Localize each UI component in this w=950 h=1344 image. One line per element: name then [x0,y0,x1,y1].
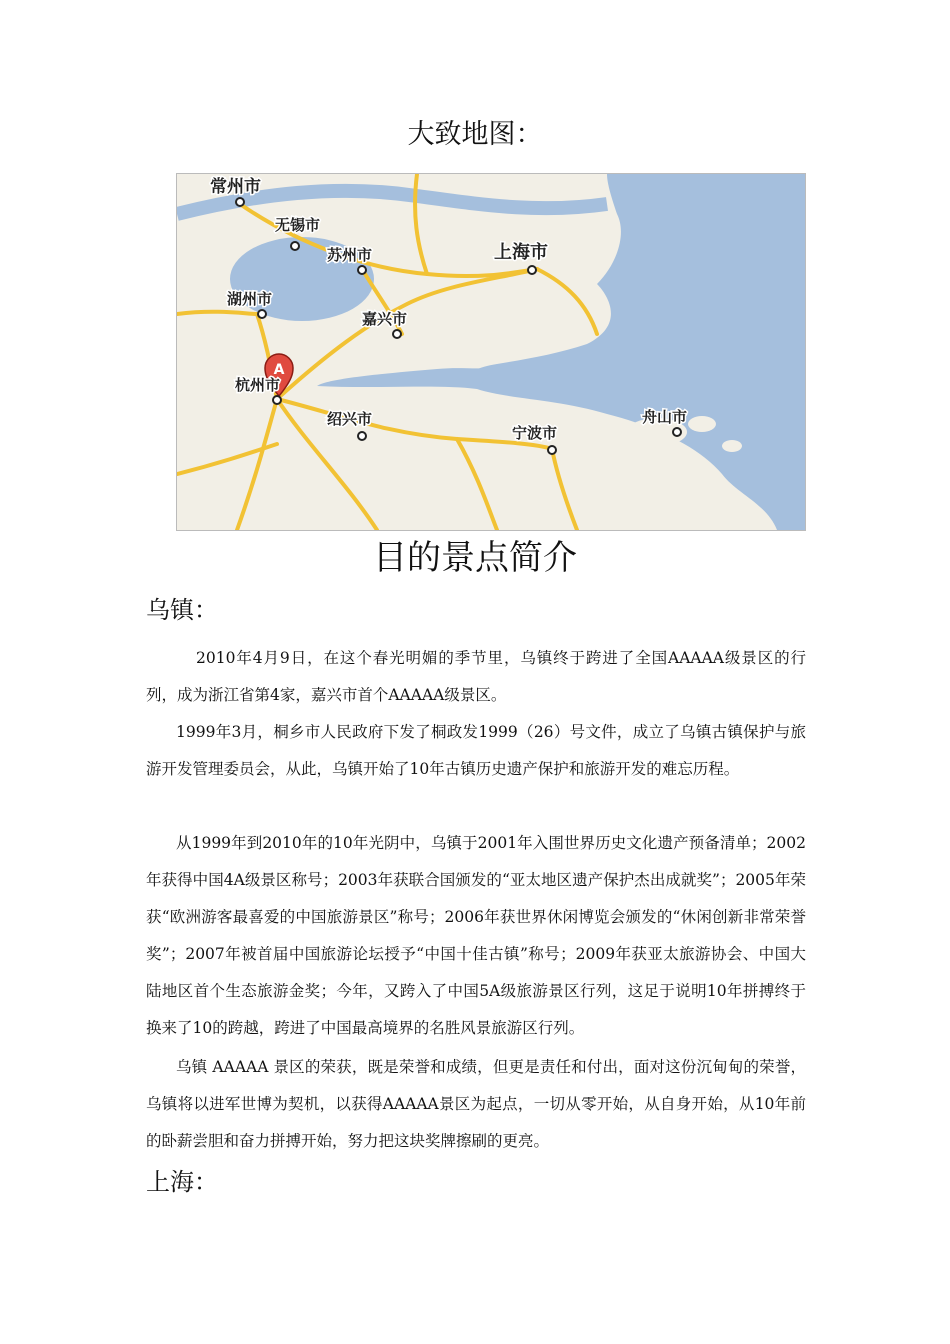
heading-shanghai: 上海： [146,1168,218,1196]
paragraph: 乌镇 AAAAA 景区的荣获，既是荣誉和成绩，但更是责任和付出，面对这份沉甸甸的荣誉，乌镇将以进军世博为契机，以获得AAAAA景区为起点，一切从零开始，从自身开始，从10年前的卧薪尝胆和奋力拼搏开始，努力把这块奖牌擦刷的更亮。 [146,1058,806,1150]
map-canvas [177,174,805,530]
city-dot [358,266,366,274]
city-label: 苏州市 [327,246,373,264]
city-dot [548,446,556,454]
map-title: 大致地图： [407,119,543,150]
city-dot [291,242,299,250]
city-label: 常州市 [210,177,261,197]
marker-letter: A [273,362,285,378]
city-dot [393,330,401,338]
city-dot [673,428,681,436]
city-label: 宁波市 [512,424,558,442]
city-label: 绍兴市 [327,410,373,428]
paragraph: 从1999年到2010年的10年光阴中，乌镇于2001年入围世界历史文化遗产预备清单；2002年获得中国4A级景区称号；2003年获联合国颁发的“亚太地区遗产保护杰出成就奖”；2005年荣获“欧洲游客最喜爱的中国旅游景区”称号；2006年获世界休闲博览会颁发的“休闲创新非常荣誉奖”；2007年被首届中国旅游论坛授予“中国十佳古镇”称号；2009年获亚太旅游协会、中国大陆地区首个生态旅游金奖；今年，又跨入了中国5A级旅游景区行列，这足于说明10年拼搏终于换来了10的跨越，跨进了中国最高境界的名胜风景旅游区行列。 [146,834,807,1037]
section-title: 目的景点简介 [373,538,577,578]
paragraph: 2010年4月9日，在这个春光明媚的季节里，乌镇终于跨进了全国AAAAA级景区的行列，成为浙江省第4家，嘉兴市首个AAAAA级景区。 [146,649,806,704]
city-dot [528,266,536,274]
city-label: 湖州市 [227,290,273,308]
city-label: 上海市 [494,242,548,263]
city-label: 嘉兴市 [362,310,408,328]
city-dot [358,432,366,440]
city-dot [236,198,244,206]
heading-wuzhen: 乌镇： [146,596,218,624]
city-dot [273,396,281,404]
island [624,449,640,459]
island [688,416,716,432]
paragraph: 1999年3月，桐乡市人民政府下发了桐政发1999（26）号文件，成立了乌镇古镇保护与旅游开发管理委员会，从此，乌镇开始了10年古镇历史遗产保护和旅游开发的难忘历程。 [146,723,806,778]
island [722,440,742,452]
regional-map [176,173,806,531]
city-label: 杭州市 [235,376,281,394]
city-label: 无锡市 [275,216,321,234]
city-dot [258,310,266,318]
city-label: 舟山市 [642,408,688,426]
